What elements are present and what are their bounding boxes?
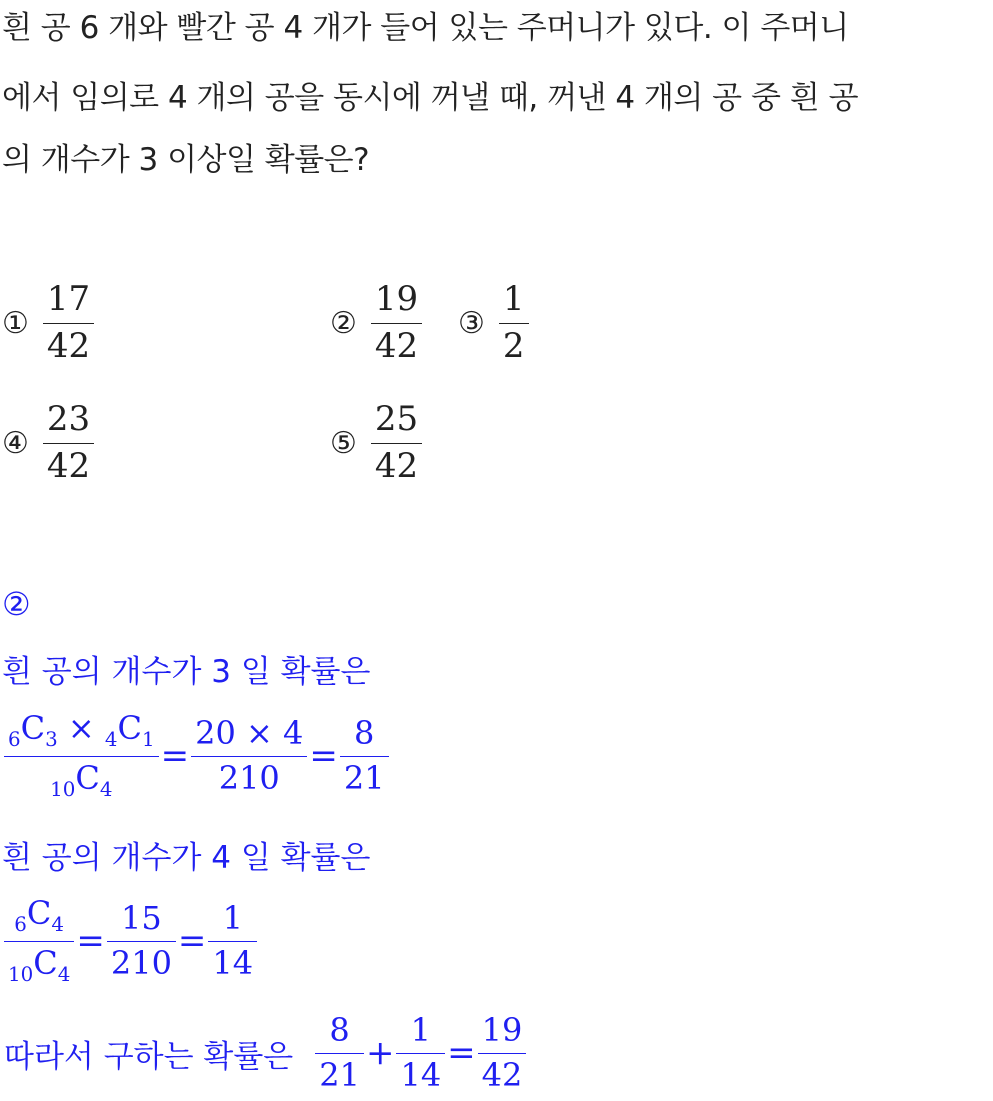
numerator: 17 xyxy=(46,279,91,319)
numerator: 25 xyxy=(374,399,419,439)
choice-fraction xyxy=(499,279,529,366)
fraction-bar xyxy=(478,1053,527,1054)
numerator: $_6C_3 \times _4C_1$ xyxy=(8,709,155,751)
combination-fraction xyxy=(4,894,74,986)
numerator: 1 xyxy=(410,1011,431,1049)
equals-sign: = xyxy=(76,921,105,962)
numerator: 1 xyxy=(222,899,243,938)
fraction-bar xyxy=(208,941,257,942)
choice-3[interactable] xyxy=(458,279,529,366)
fraction-bar xyxy=(43,443,94,444)
fraction xyxy=(478,1011,527,1094)
equals-sign: = xyxy=(309,736,338,777)
fraction-bar xyxy=(396,1053,445,1054)
choice-1[interactable] xyxy=(2,279,94,366)
fraction-bar xyxy=(371,443,422,444)
numerator: 23 xyxy=(46,399,91,439)
choice-fraction xyxy=(371,399,422,486)
choice-mark: ② xyxy=(330,305,357,341)
choice-fraction xyxy=(43,279,94,366)
solution-line-2: 흰 공의 개수가 4 일 확률은 xyxy=(2,840,371,876)
fraction xyxy=(208,899,257,982)
fraction-bar xyxy=(43,323,94,324)
denominator: 42 xyxy=(46,325,91,366)
choice-5[interactable] xyxy=(330,399,422,486)
equals-sign: = xyxy=(160,736,190,777)
answer-mark: ② xyxy=(2,585,31,623)
fraction-bar xyxy=(107,941,176,942)
denominator: 210 xyxy=(218,758,280,797)
numerator: 19 xyxy=(374,279,419,319)
solution-equation-1 xyxy=(4,709,389,801)
choice-mark: ④ xyxy=(2,425,29,461)
denominator: 42 xyxy=(374,445,419,486)
numerator: 15 xyxy=(121,899,162,938)
denominator: 2 xyxy=(502,325,525,366)
fraction-bar xyxy=(315,1053,364,1054)
denominator: 21 xyxy=(343,758,385,797)
denominator: 14 xyxy=(212,943,254,982)
fraction xyxy=(396,1011,445,1094)
choice-fraction xyxy=(371,279,422,366)
solution-line-3: 따라서 구하는 확률은 xyxy=(4,1038,294,1075)
combination-fraction xyxy=(4,709,159,801)
numerator: $_6C_4$ xyxy=(14,894,65,936)
question-line-2: 에서 임의로 4 개의 공을 동시에 꺼낼 때, 꺼낸 4 개의 공 중 흰 공 xyxy=(2,80,859,116)
choice-2[interactable] xyxy=(330,279,422,366)
choice-fraction xyxy=(43,399,94,486)
choice-4[interactable] xyxy=(2,399,94,486)
fraction-bar xyxy=(4,941,74,942)
plus-sign: + xyxy=(365,1033,395,1074)
denominator: $_{10}C_4$ xyxy=(50,758,113,801)
fraction-bar xyxy=(371,323,422,324)
fraction-bar xyxy=(4,756,159,757)
equals-sign: = xyxy=(177,921,207,962)
fraction-bar xyxy=(191,756,307,757)
denominator: 42 xyxy=(46,445,91,486)
numerator: 8 xyxy=(354,714,375,753)
solution-equation-2 xyxy=(4,894,257,986)
choice-mark: ③ xyxy=(458,305,485,341)
denominator: 14 xyxy=(400,1055,442,1094)
numerator: 1 xyxy=(502,279,525,319)
numerator: 20 × 4 xyxy=(195,714,304,753)
denominator: $_{10}C_4$ xyxy=(8,943,71,986)
equals-sign: = xyxy=(447,1033,476,1074)
denominator: 42 xyxy=(481,1055,523,1094)
choice-mark: ⑤ xyxy=(330,425,357,461)
denominator: 42 xyxy=(374,325,419,366)
denominator: 210 xyxy=(110,943,172,982)
choice-mark: ① xyxy=(2,305,29,341)
question-line-3: 의 개수가 3 이상일 확률은? xyxy=(2,142,370,178)
denominator: 21 xyxy=(319,1055,360,1094)
fraction-bar xyxy=(499,323,529,324)
fraction-bar xyxy=(340,756,389,757)
fraction xyxy=(315,1011,364,1094)
solution-line-1: 흰 공의 개수가 3 일 확률은 xyxy=(2,654,371,690)
numerator: 8 xyxy=(329,1011,350,1049)
solution-equation-3 xyxy=(4,1011,526,1094)
fraction xyxy=(191,714,307,797)
fraction xyxy=(340,714,389,797)
question-line-1: 흰 공 6 개와 빨간 공 4 개가 들어 있는 주머니가 있다. 이 주머니 xyxy=(2,10,849,46)
numerator: 19 xyxy=(481,1011,523,1049)
fraction xyxy=(107,899,176,982)
